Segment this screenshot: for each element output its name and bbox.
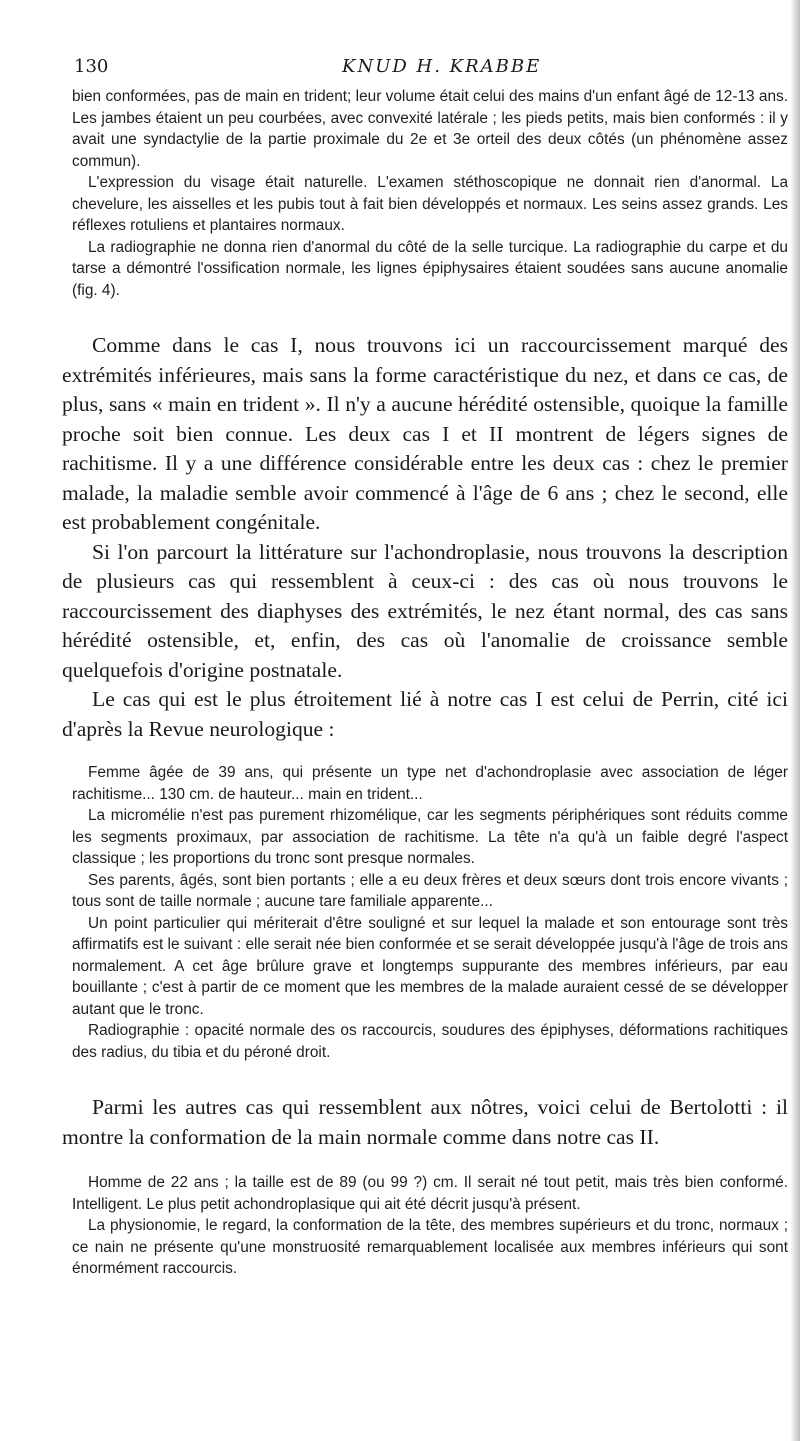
quote-paragraph: Femme âgée de 39 ans, qui présente un type net d'achondroplasie avec association de léger rachitisme... 130 cm. de hauteur... main en trident... <box>72 764 788 803</box>
page-number: 130 <box>74 56 109 77</box>
quote-paragraph: Homme de 22 ans ; la taille est de 89 (ou 99 ?) cm. Il serait né tout petit, mais très bien conformé. Intelligent. Le plus petit achondroplasique qui ait été décrit jusqu'à présent. <box>72 1174 788 1213</box>
paragraph: Le cas qui est le plus étroitement lié à notre cas I est celui de Perrin, cité ici d'après la Revue neurologique : <box>62 687 788 741</box>
paragraph: Comme dans le cas I, nous trouvons ici un raccourcissement marqué des extrémités inférieures, mais sans la forme caractéristique du nez, et dans ce cas, de plus, sans « main en trident ». Il n'y a aucune hérédité ostensible, quoique la famille proche soit bien connue. Les deux cas I et II montrent de légers signes de rachitisme. Il y a une différence considérable entre les deux cas : chez le premier malade, la maladie semble avoir commencé à l'âge de 6 ans ; chez le second, elle est probablement congénitale. <box>62 333 788 534</box>
quote-paragraph: Ses parents, âgés, sont bien portants ; elle a eu deux frères et deux sœurs dont trois encore vivants ; tous sont de taille normale ; aucune tare familiale apparente... <box>72 871 788 910</box>
paragraph: L'expression du visage était naturelle. L'examen stéthoscopique ne donnait rien d'anormal. La chevelure, les aisselles et les pubis tout à fait bien développés et normaux. Les seins assez grands. Les réflexes rotuliens et plantaires normaux. <box>72 174 788 234</box>
paragraph: La radiographie ne donna rien d'anormal du côté de la selle turcique. La radiographie du carpe et du tarse a démontré l'ossification normale, les lignes épiphysaires étaient soudées sans aucune anomalie (fig. 4). <box>72 238 788 299</box>
author-header: KNUD H. KRABBE <box>342 56 542 77</box>
quote-paragraph: Radiographie : opacité normale des os raccourcis, soudures des épiphyses, déformations rachitiques des radius, du tibia et du péroné droit. <box>72 1022 788 1061</box>
bertolotti-quote <box>72 1172 788 1280</box>
running-header <box>62 56 788 86</box>
discussion <box>62 331 788 744</box>
perrin-quote <box>72 762 788 1063</box>
case-description <box>72 86 788 301</box>
paragraph: Si l'on parcourt la littérature sur l'achondroplasie, nous trouvons la description de plusieurs cas qui ressemblent à ceux-ci : des cas où nous trouvons le raccourcissement des diaphyses des extrémités, le nez étant normal, des cas sans hérédité ostensible, et, enfin, des cas où l'anomalie de croissance semble quelquefois d'origine postnatale. <box>62 539 788 682</box>
paragraph: Parmi les autres cas qui ressemblent aux nôtres, voici celui de Bertolotti : il montre la conformation de la main normale comme dans notre cas II. <box>62 1095 788 1149</box>
page-content <box>62 56 788 1280</box>
bertolotti-intro <box>62 1093 788 1152</box>
quote-paragraph: La micromélie n'est pas purement rhizomélique, car les segments périphériques sont réduits comme les segments proximaux, par association de rachitisme. La tête n'a qu'à un faible degré l'aspect classique ; les proportions du tronc sont presque normales. <box>72 807 788 867</box>
paragraph: bien conformées, pas de main en trident; leur volume était celui des mains d'un enfant âgé de 12-13 ans. Les jambes étaient un peu courbées, avec convexité latérale ; les pieds petits, mais bien conformés : il y avait une syndactylie de la partie proximale du 2e et 3e orteil des deux côtés (un phénomène assez commun). <box>72 88 788 170</box>
quote-paragraph: Un point particulier qui mériterait d'être souligné et sur lequel la malade et son entourage sont très affirmatifs est le suivant : elle serait née bien conformée et se serait développée jusqu'à l'âge de trois ans normalement. A cet âge brûlure grave et longtemps suppurante des membres inférieurs, par eau bouillante ; c'est à partir de ce moment que les membres de la malade auraient cessé de se développer autant que le tronc. <box>72 914 788 1018</box>
page-binding-edge <box>790 0 800 1441</box>
quote-paragraph: La physionomie, le regard, la conformation de la tête, des membres supérieurs et du tronc, normaux ; ce nain ne présente qu'une monstruosité remarquablement localisée aux membres inférieurs qui sont énormément raccourcis. <box>72 1217 788 1277</box>
